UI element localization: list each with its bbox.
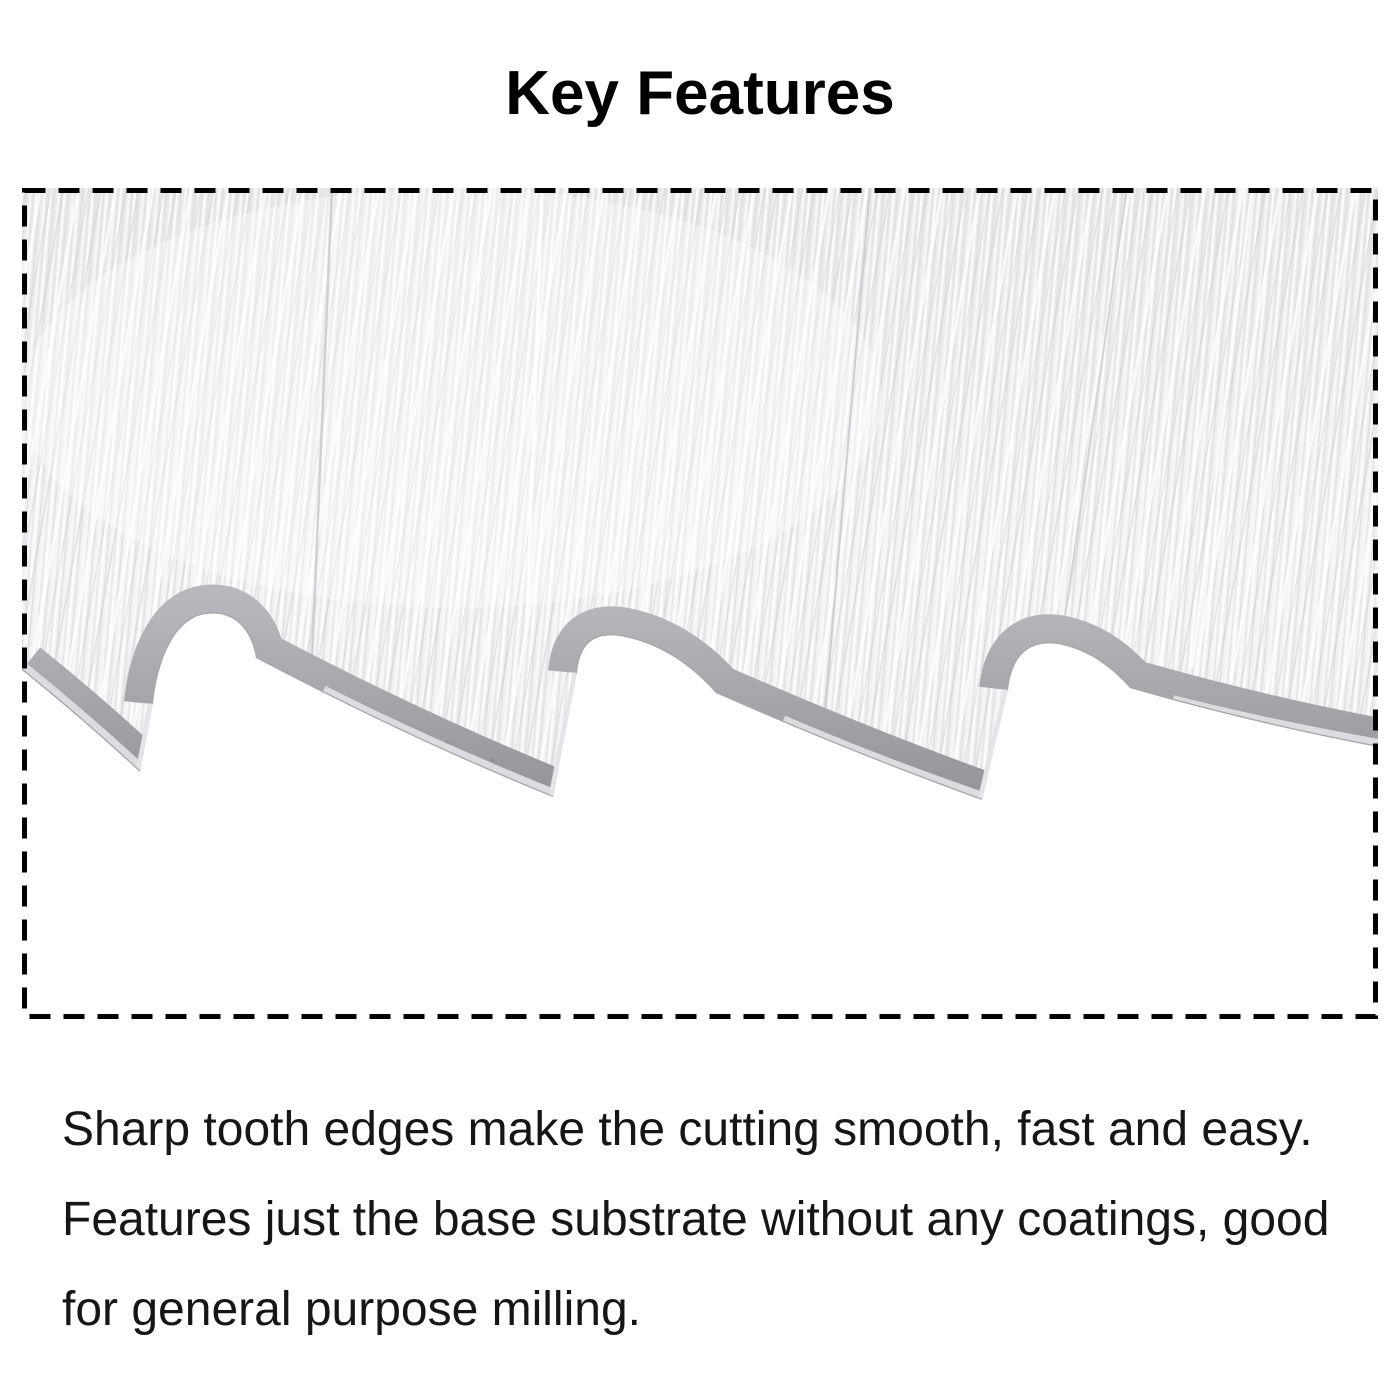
feature-photo (22, 188, 1378, 1019)
page-title: Key Features (505, 59, 895, 128)
description-text: Sharp tooth edges make the cutting smooth, fast and easy. Features just the base substrate without any coatings, good for general purpose milling. (62, 1103, 1330, 1336)
blade-body (22, 188, 1378, 1019)
saw-blade-photo (22, 188, 1378, 1019)
